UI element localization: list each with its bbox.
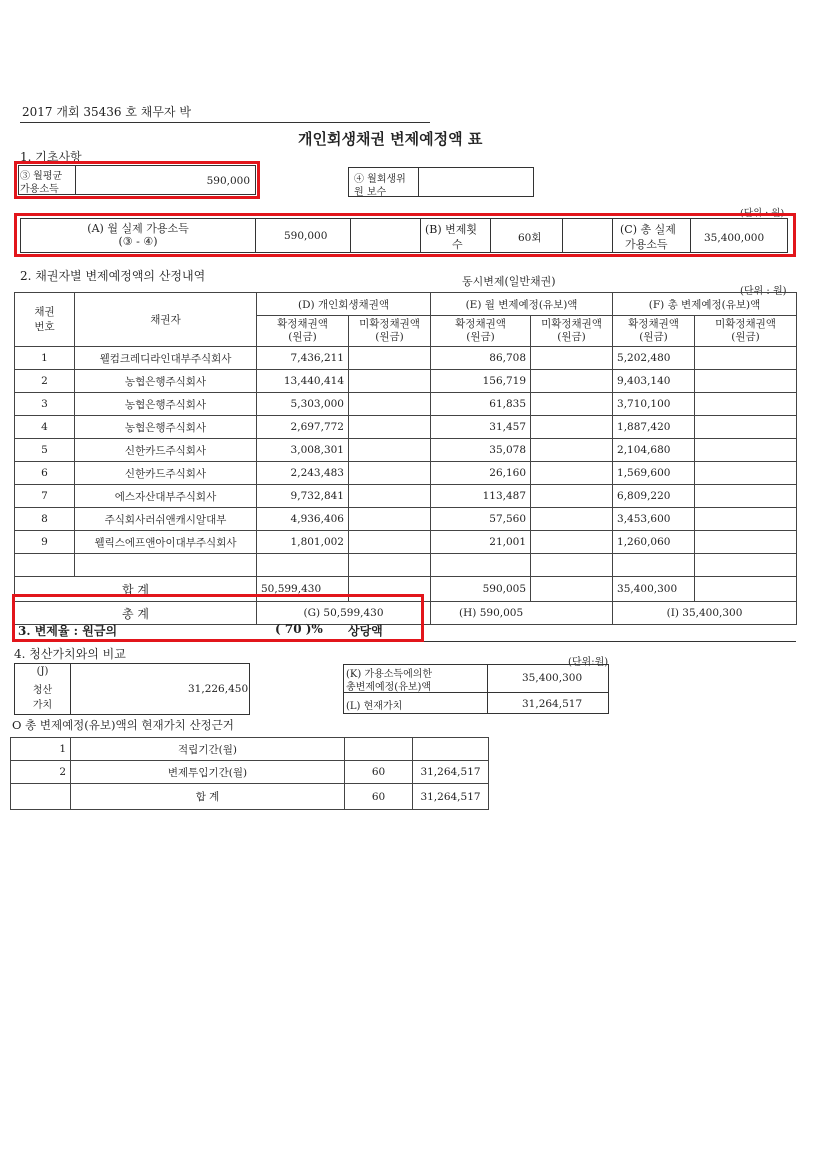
f-unconfirmed-header: 미확정채권액 (원금) [695, 316, 797, 347]
section5-heading: O 총 변제예정(유보)액의 현재가치 산정근거 [12, 718, 234, 732]
abc-highlight [14, 213, 796, 257]
col-no-line1: 채권 [34, 305, 55, 318]
b-value: 60회 [518, 232, 542, 244]
k-label-2: 총변제예정(유보)액 [346, 682, 432, 693]
table-row: 5 신한카드주식회사 3,008,301 35,078 2,104,680 [15, 439, 797, 462]
table-row: 3 농협은행주식회사 5,303,000 61,835 3,710,100 [15, 393, 797, 416]
c-label-1: (C) 총 실제 [620, 223, 676, 236]
c-value: 35,400,000 [704, 232, 765, 244]
col-no-line2: 번호 [34, 320, 55, 333]
table-row: 2 농협은행주식회사 13,440,414 156,719 9,403,140 [15, 370, 797, 393]
section2-subtitle: 동시변제(일반채권) [462, 275, 556, 288]
table-row: 4 농협은행주식회사 2,697,772 31,457 1,887,420 [15, 416, 797, 439]
item4-label-2: 원 보수 [354, 187, 387, 198]
section2-unit: (단위 : 원) [740, 286, 787, 297]
b-label-2: 수 [452, 238, 463, 251]
section4-unit: (단위:원) [568, 657, 609, 668]
section4-heading: 4. 청산가치와의 비교 [14, 647, 126, 661]
j-divider [70, 663, 71, 715]
table-row: 2 변제투입기간(월) 60 31,264,517 [11, 761, 489, 784]
f-confirmed-header: 확정채권액 (원금) [613, 316, 695, 347]
total-g: (G) 50,599,430 [257, 602, 431, 625]
creditor-table [14, 292, 797, 625]
d-confirmed-header: 확정채권액 (원금) [257, 316, 349, 347]
sum-e: 590,005 [431, 577, 531, 602]
col-no-header [15, 293, 75, 347]
a-label-1: (A) 월 실제 가용소득 [87, 222, 189, 235]
section2-heading: 2. 채권자별 변제예정액의 산정내역 [20, 269, 206, 283]
present-value-table [10, 737, 489, 810]
a-value: 590,000 [284, 230, 328, 242]
repayment-rate-label: 3. 변제율 : 원금의 [18, 624, 118, 638]
c-label-2: 가용소득 [625, 238, 668, 251]
l-value: 31,264,517 [522, 698, 583, 710]
table-row: 9 웰릭스에프앤아이대부주식회사 1,801,002 21,001 1,260,060 [15, 531, 797, 554]
sum-d: 50,599,430 [257, 577, 349, 602]
pv-sum-label: 합 계 [71, 784, 345, 810]
item3-value: 590,000 [206, 175, 250, 187]
a-label-2: (③ - ④) [118, 235, 158, 248]
section1-unit: (단위 : 원) [740, 208, 785, 219]
case-number-line: 2017 개회 35436 호 채무자 박 [22, 105, 191, 119]
header-rule [20, 122, 430, 123]
d-unconfirmed-header: 미확정채권액 (원금) [349, 316, 431, 347]
item3-label-2: 가용소득 [20, 184, 59, 195]
k-label-1: (K) 가용소득에의한 [346, 669, 433, 680]
table-row-empty [15, 554, 797, 577]
total-rate-highlight [12, 594, 424, 642]
item4-label-1: ④ 월회생위 [354, 174, 406, 185]
col-d-header: (D) 개인회생채권액 [257, 293, 431, 316]
table-row: 6 신한카드주식회사 2,243,483 26,160 1,569,600 [15, 462, 797, 485]
kl-divider [487, 664, 488, 714]
j-label-3: 가치 [32, 700, 53, 711]
repayment-rate-suffix: 상당액 [348, 624, 383, 638]
sum-label: 합 계 [15, 577, 257, 602]
l-label: (L) 현재가치 [346, 701, 403, 712]
col-e-header: (E) 월 변제예정(유보)액 [431, 293, 613, 316]
j-label-1: (J) [36, 666, 49, 677]
table-head-row-1 [15, 293, 797, 316]
page-title: 개인회생채권 변제예정액 표 [298, 130, 483, 148]
e-confirmed-header: 확정채권액 (원금) [431, 316, 531, 347]
repayment-rate-value: ( 70 )% [275, 622, 323, 636]
table-row: 8 주식회사러쉬앤캐시알대부 4,936,406 57,560 3,453,600 [15, 508, 797, 531]
total-i: (I) 35,400,300 [613, 602, 797, 625]
k-value: 35,400,300 [522, 672, 583, 684]
j-value: 31,226,450 [188, 683, 249, 695]
j-label-2: 청산 [32, 685, 53, 696]
total-h: (H) 590,005 [431, 602, 613, 625]
table-row: 1 웰컴크레디라인대부주식회사 7,436,211 86,708 5,202,480 [15, 347, 797, 370]
col-creditor-header: 채권자 [75, 293, 257, 347]
col-f-header: (F) 총 변제예정(유보)액 [613, 293, 797, 316]
e-unconfirmed-header: 미확정채권액 (원금) [531, 316, 613, 347]
item3-highlight [14, 161, 260, 199]
table-row: 1 적립기간(월) [11, 738, 489, 761]
pv-sum-months: 60 [345, 784, 413, 810]
sum-f: 35,400,300 [613, 577, 695, 602]
b-label-1: (B) 변제횟 [425, 223, 478, 236]
table-row: 7 에스자산대부주식회사 9,732,841 113,487 6,809,220 [15, 485, 797, 508]
item4-divider [418, 167, 419, 197]
total-label: 총 계 [15, 602, 257, 625]
item3-label-1: ③ 월평균 [20, 171, 63, 182]
pv-sum-row [11, 784, 489, 810]
section1-heading: 1. 기초사항 [20, 150, 82, 164]
pv-sum-value: 31,264,517 [413, 784, 489, 810]
